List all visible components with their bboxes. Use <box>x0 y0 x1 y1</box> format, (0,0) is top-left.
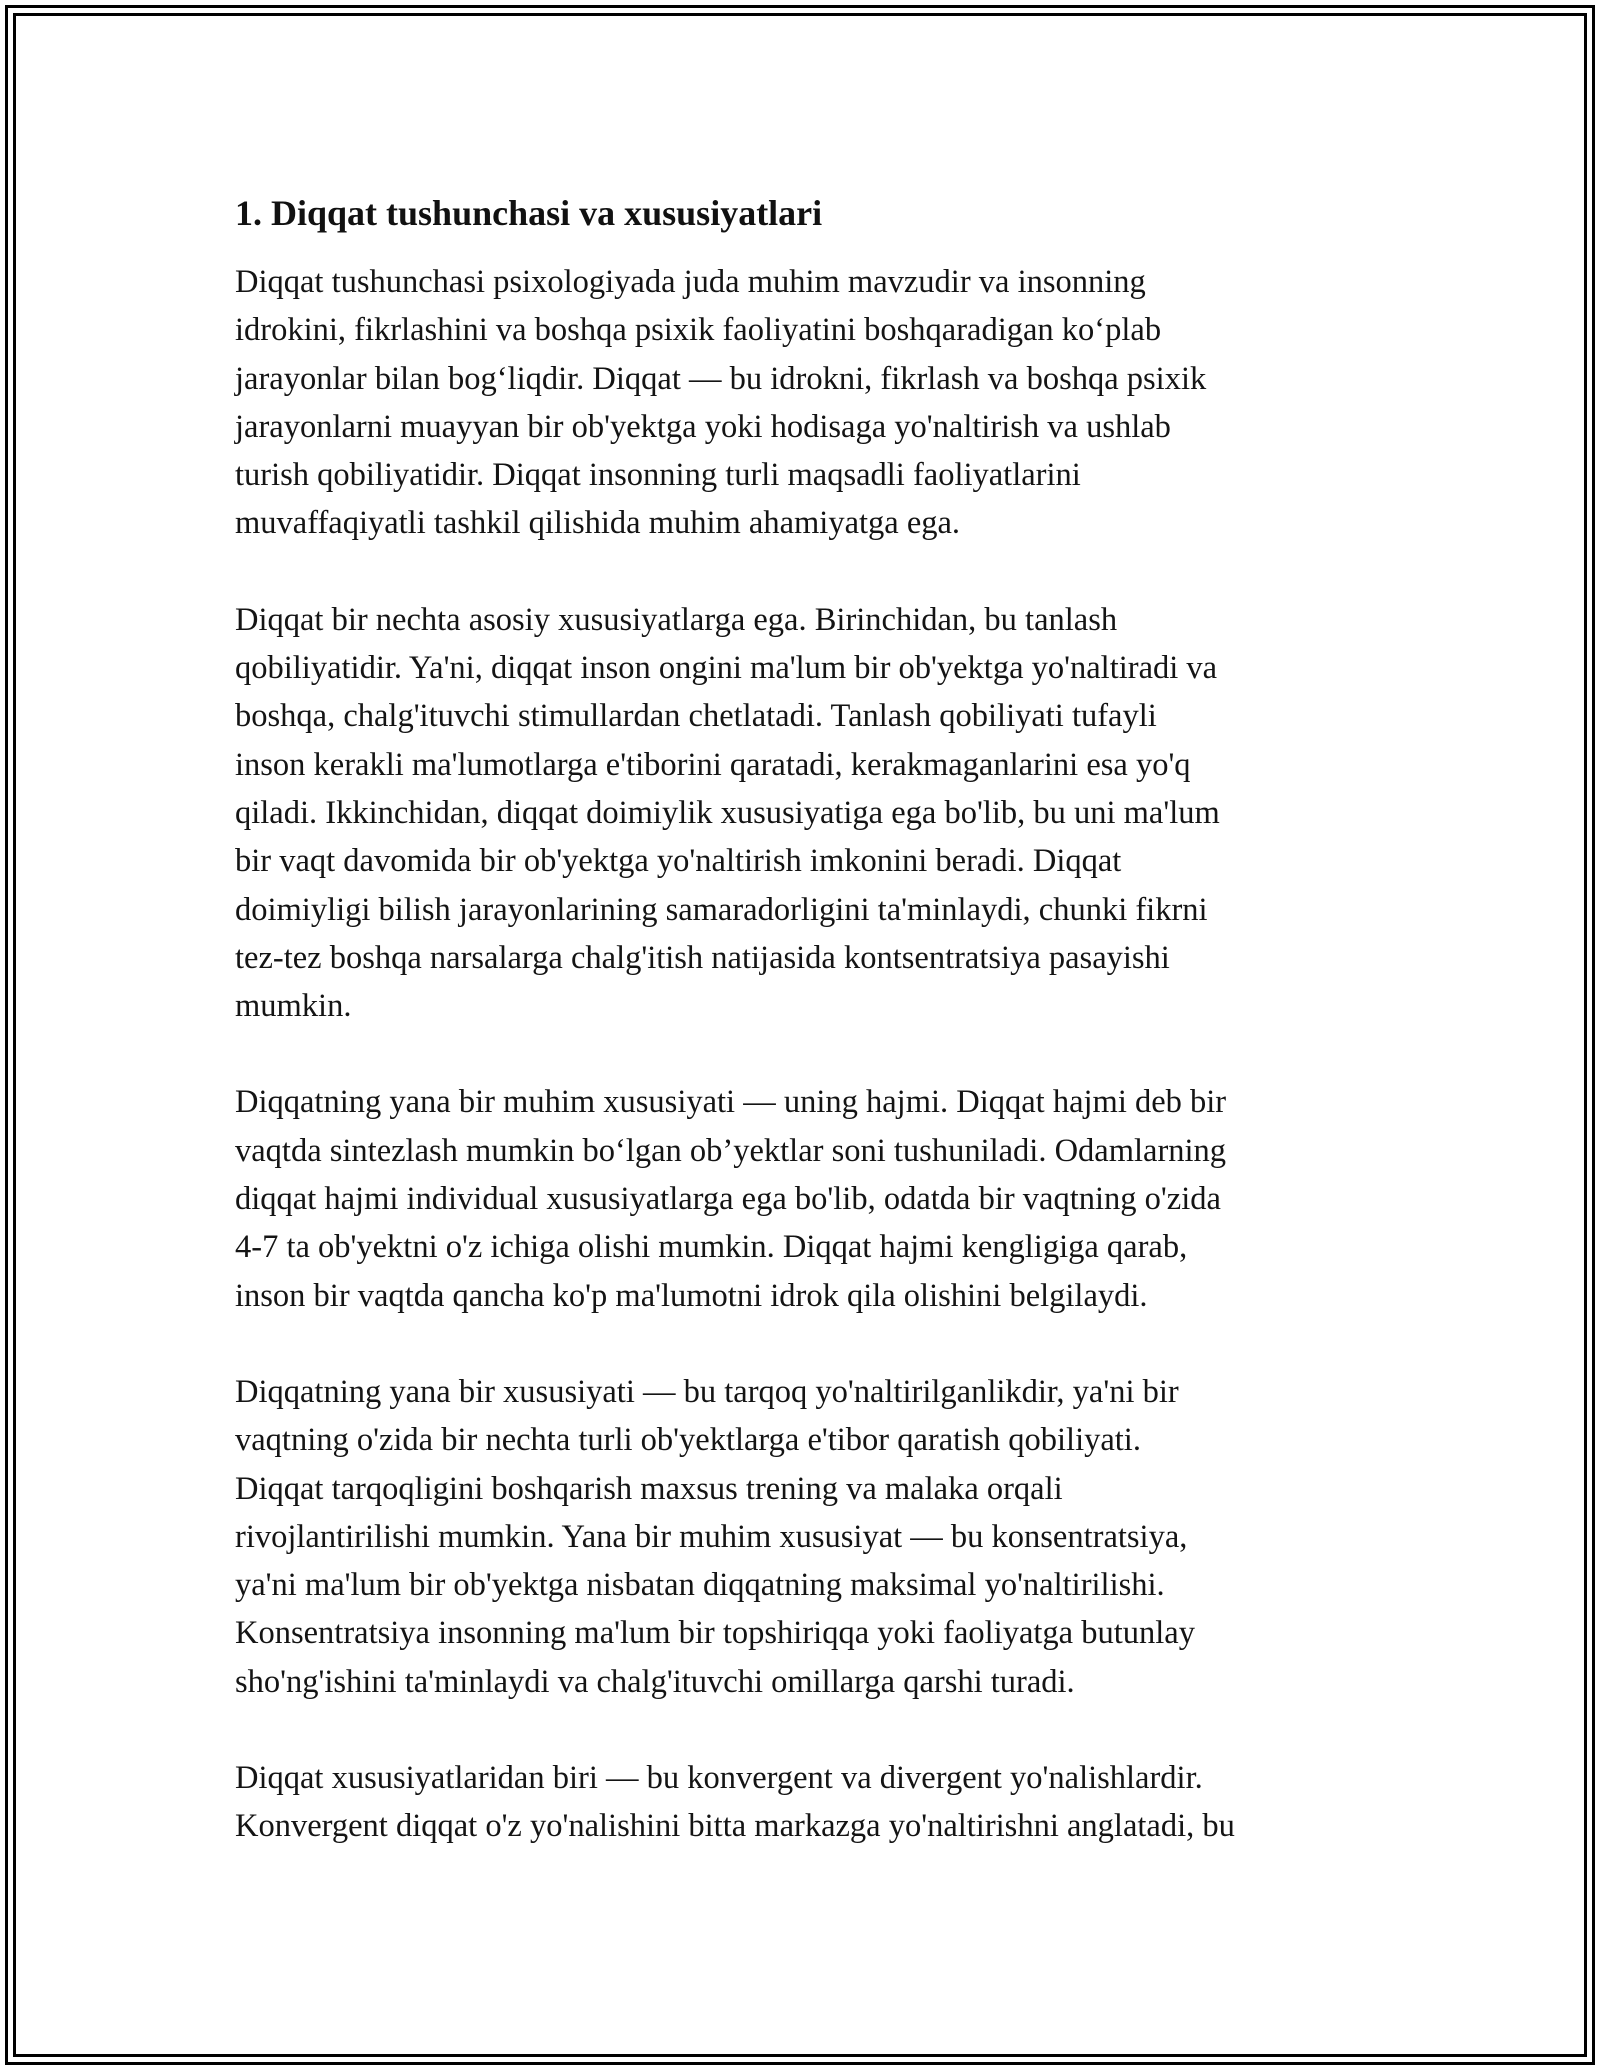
paragraph-line: tez-tez boshqa narsalarga chalg'itish natijasida kontsentratsiya pasayishi <box>235 939 1170 976</box>
paragraph-line: Diqqat tushunchasi psixologiyada juda muhim mavzudir va insonning <box>235 264 1146 300</box>
paragraph-line: turish qobiliyatidir. Diqqat insonning turli maqsadli faoliyatlarini <box>235 457 1081 494</box>
paragraph-4 <box>235 1368 1375 1706</box>
paragraph-line: qiladi. Ikkinchidan, diqqat doimiylik xususiyatiga ega bo'lib, bu uni ma'lum <box>235 794 1220 831</box>
paragraph-line: ya'ni ma'lum bir ob'yektga nisbatan diqqatning maksimal yo'naltirilishi. <box>235 1567 1165 1604</box>
paragraph-line: bir vaqt davomida bir ob'yektga yo'naltirish imkonini beradi. Diqqat <box>235 843 1122 880</box>
paragraph-line: diqqat hajmi individual xususiyatlarga ega bo'lib, odatda bir vaqtning o'zida <box>235 1181 1221 1218</box>
paragraph-line: inson kerakli ma'lumotlarga e'tiborini qaratadi, kerakmaganlarini esa yo'q <box>235 746 1191 783</box>
paragraph-2 <box>235 596 1375 1031</box>
document-body <box>235 188 1375 1899</box>
paragraph-line: Diqqatning yana bir xususiyati — bu tarqoq yo'naltirilganlikdir, ya'ni bir <box>235 1373 1179 1410</box>
paragraph-line: 4-7 ta ob'yektni o'z ichiga olishi mumkin. Diqqat hajmi kengligiga qarab, <box>235 1229 1188 1266</box>
paragraph-line: idrokini, fikrlashini va boshqa psixik faoliyatini boshqaradigan ko‘plab <box>235 312 1162 349</box>
paragraph-1 <box>235 258 1375 548</box>
section-heading: 1. Diqqat tushunchasi va xususiyatlari <box>235 193 823 233</box>
paragraph-line: jarayonlar bilan bog‘liqdir. Diqqat — bu idrokni, fikrlash va boshqa psixik <box>235 360 1207 397</box>
paragraph-line: Diqqat tarqoqligini boshqarish maxsus trening va malaka orqali <box>235 1470 1063 1507</box>
paragraph-5 <box>235 1754 1375 1851</box>
paragraph-line: mumkin. <box>235 988 352 1025</box>
paragraph-line: Konsentratsiya insonning ma'lum bir topshiriqqa yoki faoliyatga butunlay <box>235 1615 1195 1652</box>
paragraph-line: qobiliyatidir. Ya'ni, diqqat inson ongini ma'lum bir ob'yektga yo'naltiradi va <box>235 650 1218 687</box>
paragraph-line: doimiyligi bilish jarayonlarining samaradorligini ta'minlaydi, chunki fikrni <box>235 891 1208 928</box>
paragraph-line: rivojlantirilishi mumkin. Yana bir muhim xususiyat — bu konsentratsiya, <box>235 1518 1188 1555</box>
paragraph-line: Diqqatning yana bir muhim xususiyati — uning hajmi. Diqqat hajmi deb bir <box>235 1084 1227 1121</box>
paragraph-line: boshqa, chalg'ituvchi stimullardan chetlatadi. Tanlash qobiliyati tufayli <box>235 698 1157 735</box>
paragraph-line: jarayonlarni muayyan bir ob'yektga yoki hodisaga yo'naltirish va ushlab <box>235 408 1171 445</box>
paragraph-line: vaqtda sintezlash mumkin bo‘lgan ob’yektlar soni tushuniladi. Odamlarning <box>235 1132 1227 1169</box>
paragraph-line: muvaffaqiyatli tashkil qilishida muhim ahamiyatga ega. <box>235 505 961 542</box>
paragraph-line: inson bir vaqtda qancha ko'p ma'lumotni idrok qila olishini belgilaydi. <box>235 1277 1148 1314</box>
paragraph-line: vaqtning o'zida bir nechta turli ob'yektlarga e'tibor qaratish qobiliyati. <box>235 1422 1141 1459</box>
paragraph-line: Diqqat xususiyatlaridan biri — bu konvergent va divergent yo'nalishlardir. <box>235 1760 1203 1797</box>
paragraph-line: sho'ng'ishini ta'minlaydi va chalg'ituvchi omillarga qarshi turadi. <box>235 1663 1075 1700</box>
paragraph-3 <box>235 1078 1375 1319</box>
paragraph-line: Konvergent diqqat o'z yo'nalishini bitta markazga yo'naltirishni anglatadi, bu <box>235 1808 1235 1845</box>
paragraph-line: Diqqat bir nechta asosiy xususiyatlarga ega. Birinchidan, bu tanlash <box>235 601 1118 638</box>
